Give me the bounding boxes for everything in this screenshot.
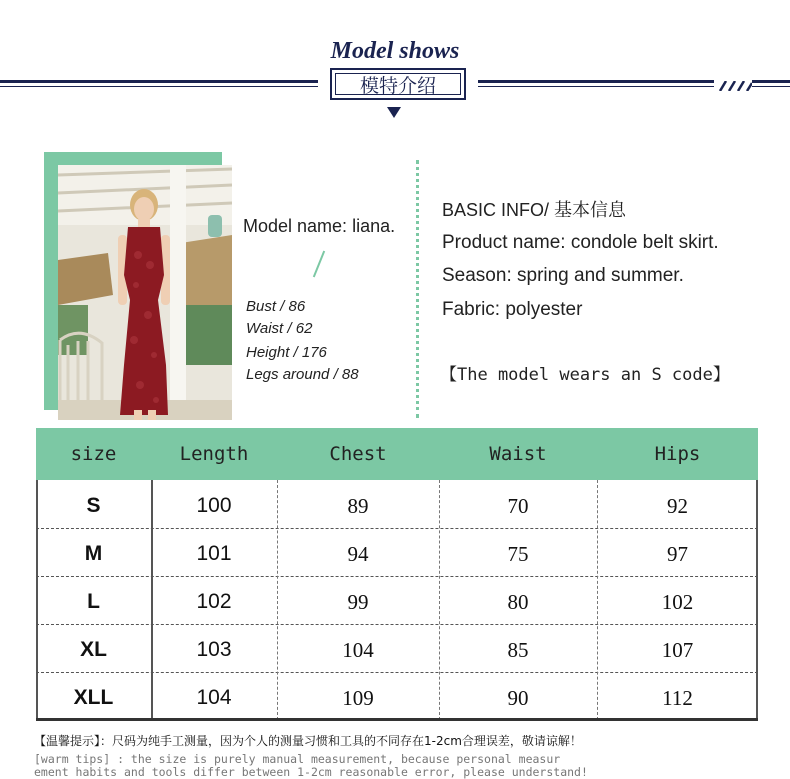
cell-waist: 90 (507, 685, 529, 710)
subtitle-box (330, 68, 466, 100)
header-length: Length (179, 443, 249, 465)
cell-hips: 92 (667, 493, 688, 518)
table-row (36, 482, 758, 530)
header-size: size (70, 443, 117, 465)
cell-length: 100 (196, 494, 232, 517)
cell-hips: 112 (662, 685, 693, 710)
header-rule-right-end-thin (752, 86, 790, 87)
table-row (36, 674, 758, 722)
cell-chest: 89 (347, 493, 369, 518)
measurement-waist: Waist / 62 (246, 320, 313, 337)
cell-size: L (87, 590, 100, 613)
cell-waist: 85 (507, 637, 529, 662)
header-hips: Hips (654, 443, 701, 465)
cell-length: 102 (196, 590, 232, 613)
measurement-bust: Bust / 86 (246, 298, 306, 315)
header-rule-right (478, 80, 714, 83)
tip-chinese: 【温馨提示】：尺码为纯手工测量，因为个人的测量习惯和工具的不同存在1-2cm合理误差，敬请谅解！ (34, 734, 582, 748)
info-season: Season: spring and summer. (442, 265, 684, 286)
model-name (243, 216, 395, 237)
cell-size: XL (80, 638, 107, 661)
model-size-note: 【The model wears an S code】 (440, 365, 730, 385)
header-rule-right-thin (478, 86, 714, 87)
model-name-value: liana. (352, 216, 396, 236)
cell-size: S (86, 494, 101, 517)
table-row (36, 530, 758, 578)
header-rule-left (0, 80, 318, 83)
header-rule-left-thin (0, 86, 318, 87)
info-product-name: Product name: condole belt skirt. (442, 232, 719, 253)
tip-english-line1: [warm tips] : the size is purely manual measurement, because personal measur (34, 752, 561, 766)
header-chest: Chest (329, 443, 387, 465)
cell-size: M (84, 542, 103, 565)
basic-info-title: BASIC INFO/ 基本信息 (442, 200, 627, 220)
cell-length: 103 (196, 638, 232, 661)
cell-chest: 99 (347, 589, 369, 614)
model-photo (58, 165, 232, 420)
header-rule-right-end (752, 80, 790, 83)
cell-chest: 104 (342, 637, 374, 662)
model-name-label: Model name: (243, 216, 348, 236)
cell-length: 101 (196, 542, 232, 565)
measurement-legs: Legs around / 88 (246, 366, 359, 383)
cell-chest: 94 (347, 541, 369, 566)
slash-ornament-icon (716, 78, 752, 88)
dotted-divider (416, 160, 419, 418)
table-row (36, 578, 758, 626)
cell-waist: 70 (507, 493, 529, 518)
cell-size: XLL (73, 686, 114, 709)
cell-waist: 80 (507, 589, 529, 614)
section-title: Model shows (330, 38, 460, 64)
cell-hips: 102 (661, 589, 694, 614)
slash-divider-icon (313, 251, 325, 278)
measurement-height: Height / 176 (246, 344, 327, 361)
down-triangle-icon (387, 107, 401, 118)
table-bottom-rule (36, 718, 758, 721)
table-row (36, 626, 758, 674)
section-subtitle: 模特介绍 (335, 73, 461, 95)
cell-length: 104 (196, 686, 232, 709)
cell-waist: 75 (507, 541, 529, 566)
cell-hips: 107 (661, 637, 694, 662)
info-fabric: Fabric: polyester (442, 299, 583, 320)
cell-chest: 109 (342, 685, 374, 710)
header-waist: Waist (489, 443, 547, 465)
cell-hips: 97 (667, 541, 688, 566)
tip-english-line2: ement habits and tools differ between 1-2cm reasonable error, please understand! (34, 765, 588, 779)
